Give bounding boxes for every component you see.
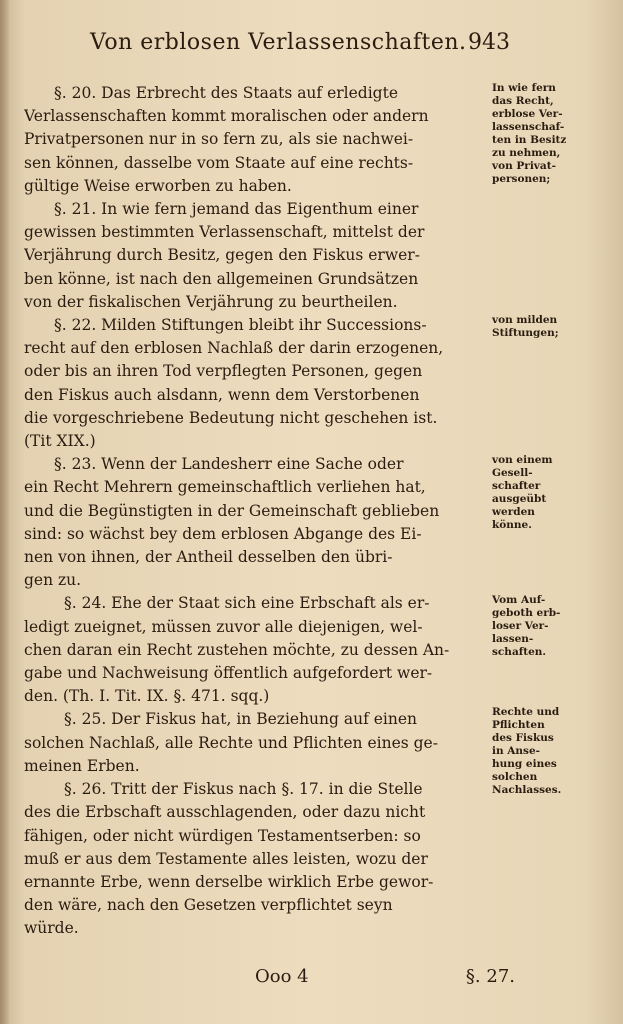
text-line: oder bis an ihren Tod verpflegten Personen, gegen — [24, 362, 423, 381]
margin-line: geboth erb- — [492, 607, 561, 619]
text-line: gen zu. — [24, 571, 82, 590]
margin-line: des Fiskus — [492, 732, 554, 744]
text-line: recht auf den erblosen Nachlaß der darin erzogenen, — [24, 339, 444, 358]
paragraph-22 — [24, 314, 486, 453]
margin-line: solchen — [492, 771, 538, 783]
running-title: Von erblosen Verlassenschaften. — [90, 30, 467, 55]
margin-note-gesellschafter — [492, 454, 592, 532]
text-line: §. 25. Der Fiskus hat, in Beziehung auf einen — [64, 710, 418, 729]
margin-note-privatpersonen — [492, 82, 592, 186]
margin-line: Vom Auf- — [492, 594, 546, 606]
text-line: (Tit XIX.) — [24, 432, 96, 451]
text-line: den Fiskus auch alsdann, wenn dem Verstorbenen — [24, 385, 420, 404]
page-header — [90, 30, 510, 66]
text-line: sen können, dasselbe vom Staate auf eine rechts- — [24, 153, 414, 172]
margin-line: zu nehmen, — [492, 147, 561, 159]
margin-line: loser Ver- — [492, 620, 549, 632]
margin-line: personen; — [492, 173, 551, 185]
margin-note-fiskus — [492, 706, 592, 797]
text-line: von der fiskalischen Verjährung zu beurtheilen. — [24, 292, 398, 311]
margin-line: Stiftungen; — [492, 327, 559, 339]
margin-line: werden — [492, 506, 535, 518]
text-line: gewissen bestimmten Verlassenschaft, mittelst der — [24, 223, 425, 242]
paragraph-24 — [24, 592, 486, 708]
paragraph-20 — [24, 82, 486, 198]
margin-line: schaften. — [492, 646, 547, 658]
main-text — [24, 82, 486, 941]
catchword: §. 27. — [465, 966, 515, 987]
margin-line: Pflichten — [492, 719, 545, 731]
signature-mark: Ooo 4 — [255, 966, 309, 987]
text-line: den. (Th. I. Tit. IX. §. 471. sqq.) — [24, 687, 270, 706]
margin-line: Nachlasses. — [492, 784, 562, 796]
text-line: den wäre, nach den Gesetzen verpflichtet seyn — [24, 896, 393, 915]
text-line: ben könne, ist nach den allgemeinen Grundsätzen — [24, 269, 419, 288]
text-line: die vorgeschriebene Bedeutung nicht geschehen ist. — [24, 408, 438, 427]
text-line: Verlassenschaften kommt moralischen oder andern — [24, 107, 429, 126]
text-line: ledigt zueignet, müssen zuvor alle diejenigen, wel- — [24, 617, 423, 636]
text-line: und die Begünstigten in der Gemeinschaft geblieben — [24, 501, 440, 520]
text-line: ernannte Erbe, wenn derselbe wirklich Erbe gewor- — [24, 872, 434, 891]
paragraph-25 — [24, 708, 486, 778]
margin-note-stiftungen — [492, 314, 592, 340]
text-line: würde. — [24, 919, 79, 938]
margin-line: Gesell- — [492, 467, 533, 479]
text-line: nen von ihnen, der Antheil desselben den übri- — [24, 548, 393, 567]
margin-line: in Anse- — [492, 745, 541, 757]
text-line: §. 20. Das Erbrecht des Staats auf erledigte — [54, 84, 398, 102]
text-line: des die Erbschaft ausschlagenden, oder dazu nicht — [24, 803, 426, 822]
page-number: 943 — [468, 30, 510, 55]
margin-line: von Privat- — [492, 160, 556, 172]
text-line: muß er aus dem Testamente alles leisten, wozu der — [24, 849, 428, 868]
text-line: chen daran ein Recht zustehen möchte, zu dessen An- — [24, 640, 450, 659]
text-line: §. 22. Milden Stiftungen bleibt ihr Successions- — [54, 316, 427, 335]
margin-line: schafter — [492, 480, 541, 492]
text-line: §. 21. In wie fern jemand das Eigenthum einer — [54, 200, 419, 219]
margin-line: Rechte und — [492, 706, 560, 718]
margin-line: In wie fern — [492, 82, 556, 94]
margin-line: hung eines — [492, 758, 557, 770]
margin-note-aufgeboth — [492, 594, 592, 659]
text-line: gültige Weise erworben zu haben. — [24, 176, 292, 195]
margin-line: ten in Besitz — [492, 134, 567, 146]
margin-line: von einem — [492, 454, 553, 466]
margin-line: das Recht, — [492, 95, 554, 107]
paragraph-26 — [24, 778, 486, 940]
text-line: solchen Nachlaß, alle Rechte und Pflichten eines ge- — [24, 733, 438, 752]
text-line: §. 23. Wenn der Landesherr eine Sache oder — [54, 455, 404, 474]
text-line: §. 26. Tritt der Fiskus nach §. 17. in die Stelle — [64, 780, 423, 799]
text-line: Verjährung durch Besitz, gegen den Fiskus erwer- — [24, 246, 420, 265]
text-line: gabe und Nachweisung öffentlich aufgefordert wer- — [24, 664, 433, 683]
text-line: meinen Erben. — [24, 756, 140, 775]
text-line: sind: so wächst bey dem erblosen Abgange des Ei- — [24, 524, 422, 543]
paragraph-23 — [24, 453, 486, 592]
margin-line: ausgeübt — [492, 493, 547, 505]
text-line: §. 24. Ehe der Staat sich eine Erbschaft als er- — [64, 594, 430, 613]
margin-line: erblose Ver- — [492, 108, 563, 120]
paragraph-21 — [24, 198, 486, 314]
text-line: ein Recht Mehrern gemeinschaftlich verliehen hat, — [24, 478, 426, 497]
text-line: Privatpersonen nur in so fern zu, als sie nachwei- — [24, 130, 414, 149]
margin-line: könne. — [492, 519, 532, 531]
margin-line: von milden — [492, 314, 558, 326]
page-footer — [255, 966, 515, 996]
margin-line: lassen- — [492, 633, 534, 645]
text-line: fähigen, oder nicht würdigen Testamentserben: so — [24, 826, 421, 845]
page-gutter-shadow — [0, 0, 10, 1024]
margin-line: lassenschaf- — [492, 121, 565, 133]
